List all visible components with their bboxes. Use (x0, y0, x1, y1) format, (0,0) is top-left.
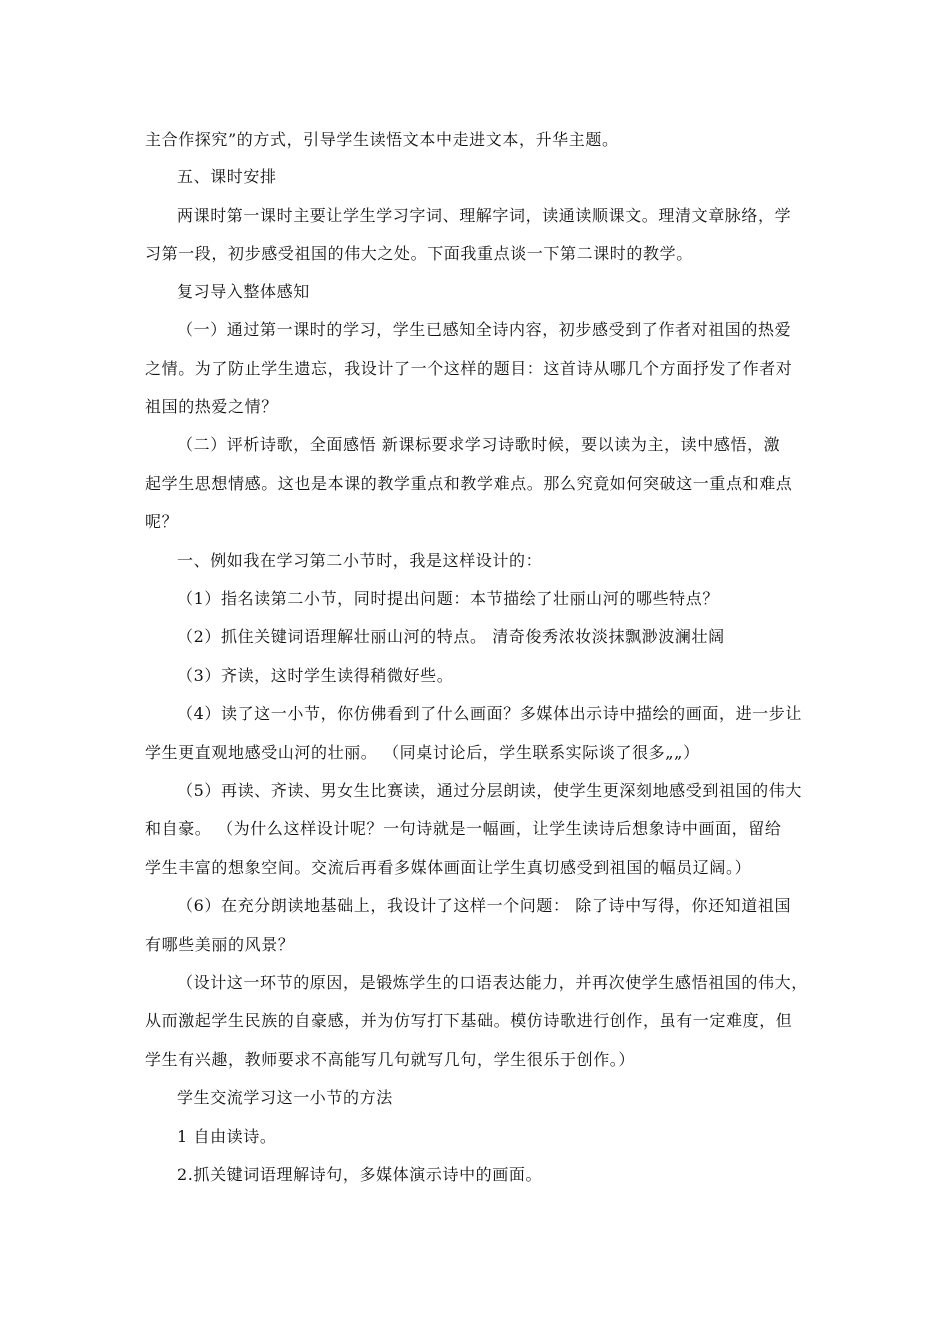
list-item: （5）再读、齐读、男女生比赛读，通过分层朗读，使学生更深刻地感受到祖国的伟大 (177, 781, 802, 800)
text-line: 学生更直观地感受山河的壮丽。 （同桌讨论后，学生联系实际谈了很多„„） (145, 743, 700, 762)
text-line: 主合作探究”的方式，引导学生读悟文本中走进文本，升华主题。 (145, 130, 619, 149)
list-item: （4）读了这一小节，你仿佛看到了什么画面？多媒体出示诗中描绘的画面，进一步让 (177, 704, 802, 723)
list-item: （3）齐读，这时学生读得稍微好些。 (177, 666, 454, 685)
text-line: （一）通过第一课时的学习，学生已感知全诗内容，初步感受到了作者对祖国的热爱 (177, 320, 792, 339)
list-item: 1 自由读诗。 (177, 1127, 277, 1146)
text-line: （设计这一环节的原因，是锻炼学生的口语表达能力，并再次使学生感悟祖国的伟大， (177, 973, 808, 992)
text-line: 两课时第一课时主要让学生学习字词、理解字词，读通读顺课文。理清文章脉络，学 (177, 206, 792, 225)
text-line: 祖国的热爱之情？ (145, 397, 278, 416)
section-heading: 学生交流学习这一小节的方法 (177, 1088, 393, 1107)
text-line: 有哪些美丽的风景？ (145, 935, 295, 954)
text-line: 习第一段，初步感受祖国的伟大之处。下面我重点谈一下第二课时的教学。 (145, 244, 693, 263)
list-item: （2）抓住关键词语理解壮丽山河的特点。 清奇俊秀浓妆淡抹飘渺波澜壮阔 (177, 627, 725, 646)
text-line: 呢？ (145, 512, 179, 531)
section-heading: 五、课时安排 (177, 167, 277, 186)
text-line: 学生丰富的想象空间。交流后再看多媒体画面让学生真切感受到祖国的幅员辽阔。） (145, 858, 752, 877)
list-item: （1）指名读第二小节，同时提出问题：本节描绘了壮丽山河的哪些特点？ (177, 589, 719, 608)
text-line: 起学生思想情感。这也是本课的教学重点和教学难点。那么究竟如何突破这一重点和难点 (145, 474, 793, 493)
text-line: 从而激起学生民族的自豪感，并为仿写打下基础。模仿诗歌进行创作，虽有一定难度，但 (145, 1011, 793, 1030)
list-item: 2.抓关键词语理解诗句，多媒体演示诗中的画面。 (177, 1165, 543, 1184)
section-heading: 复习导入整体感知 (177, 282, 310, 301)
text-line: 之情。为了防止学生遗忘，我设计了一个这样的题目：这首诗从哪几个方面抒发了作者对 (145, 359, 793, 378)
list-item: （6）在充分朗读地基础上，我设计了这样一个问题： 除了诗中写得，你还知道祖国 (177, 896, 792, 915)
text-line: 和自豪。 （为什么这样设计呢？一句诗就是一幅画，让学生读诗后想象诗中画面，留给 (145, 819, 782, 838)
text-line: 学生有兴趣，教师要求不高能写几句就写几句，学生很乐于创作。） (145, 1050, 636, 1069)
text-line: （二）评析诗歌，全面感悟 新课标要求学习诗歌时候，要以读为主，读中感悟，激 (177, 435, 781, 454)
text-line: 一、例如我在学习第二小节时，我是这样设计的： (177, 551, 543, 570)
